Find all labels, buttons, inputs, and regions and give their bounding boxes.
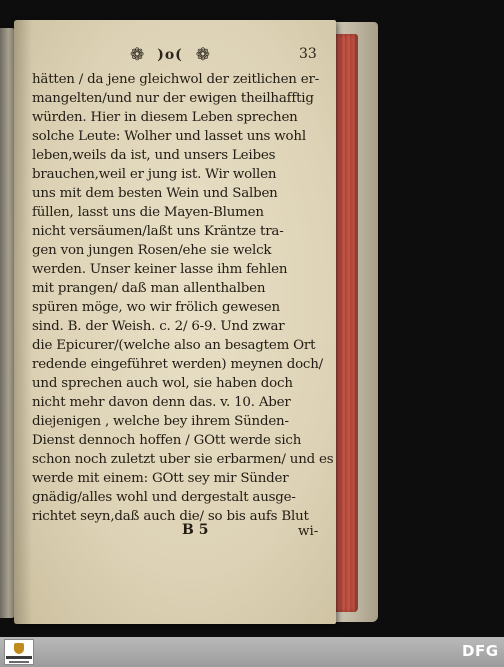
text-line: solche Leute: Wolher und lasset uns wohl bbox=[32, 129, 306, 144]
text-line: gnädig/alles wohl und dergestalt ausge- bbox=[32, 490, 296, 505]
catchword: wi- bbox=[298, 524, 319, 539]
header-ornament bbox=[130, 44, 210, 66]
book-page bbox=[14, 20, 336, 624]
library-crest-icon[interactable] bbox=[4, 639, 34, 665]
dfg-logo[interactable]: DFG bbox=[462, 642, 499, 660]
signature-mark: B 5 bbox=[182, 522, 209, 538]
text-line: diejenigen , welche bey ihrem Sünden- bbox=[32, 414, 289, 429]
text-line: füllen, lasst uns die Mayen-Blumen bbox=[32, 205, 264, 220]
text-line: leben,weils da ist, und unsers Leibes bbox=[32, 148, 276, 163]
text-line: werden. Unser keiner lasse ihm fehlen bbox=[32, 262, 288, 277]
text-line: spüren möge, wo wir frölich gewesen bbox=[32, 300, 280, 315]
text-line: schon noch zuletzt uber sie erbarmen/ und es bbox=[32, 452, 334, 467]
crest-shield-icon bbox=[14, 643, 24, 654]
text-line: mit prangen/ daß man allenthalben bbox=[32, 281, 266, 296]
text-line: nicht versäumen/laßt uns Kräntze tra- bbox=[32, 224, 284, 239]
page-header bbox=[14, 44, 336, 66]
text-line: die Epicurer/(welche also an besagtem Ort bbox=[32, 338, 316, 353]
text-body bbox=[32, 70, 332, 526]
ornament-center: )o( bbox=[157, 47, 183, 63]
text-line: werde mit einem: GOtt sey mir Sünder bbox=[32, 471, 289, 486]
text-line: sind. B. der Weish. c. 2/ 6-9. Und zwar bbox=[32, 319, 285, 334]
text-line: nicht mehr davon denn das. v. 10. Aber bbox=[32, 395, 291, 410]
text-line: redende eingeführet werden) meynen doch/ bbox=[32, 357, 323, 372]
text-line: hätten / da jene gleichwol der zeitlichen er- bbox=[32, 72, 320, 87]
page-footer bbox=[14, 522, 336, 544]
text-line: würden. Hier in diesem Leben sprechen bbox=[32, 110, 298, 125]
facing-page-edge bbox=[0, 28, 14, 618]
flower-ornament-icon: ❁ bbox=[195, 45, 210, 65]
flower-ornament-icon: ❁ bbox=[130, 45, 145, 65]
crest-label-bar bbox=[6, 656, 32, 659]
text-line: brauchen,weil er jung ist. Wir wollen bbox=[32, 167, 277, 182]
viewer-footer-bar bbox=[0, 637, 504, 667]
text-line: mangelten/und nur der ewigen theilhafftig bbox=[32, 91, 314, 106]
text-line: richtet seyn,daß auch die/ so bis aufs Blut bbox=[32, 509, 309, 524]
text-line: und sprechen auch wol, sie haben doch bbox=[32, 376, 293, 391]
page-number: 33 bbox=[299, 46, 317, 62]
text-line: uns mit dem besten Wein und Salben bbox=[32, 186, 278, 201]
text-line: gen von jungen Rosen/ehe sie welck bbox=[32, 243, 272, 258]
crest-label-bar bbox=[9, 661, 29, 663]
text-line: Dienst dennoch hoffen / GOtt werde sich bbox=[32, 433, 302, 448]
